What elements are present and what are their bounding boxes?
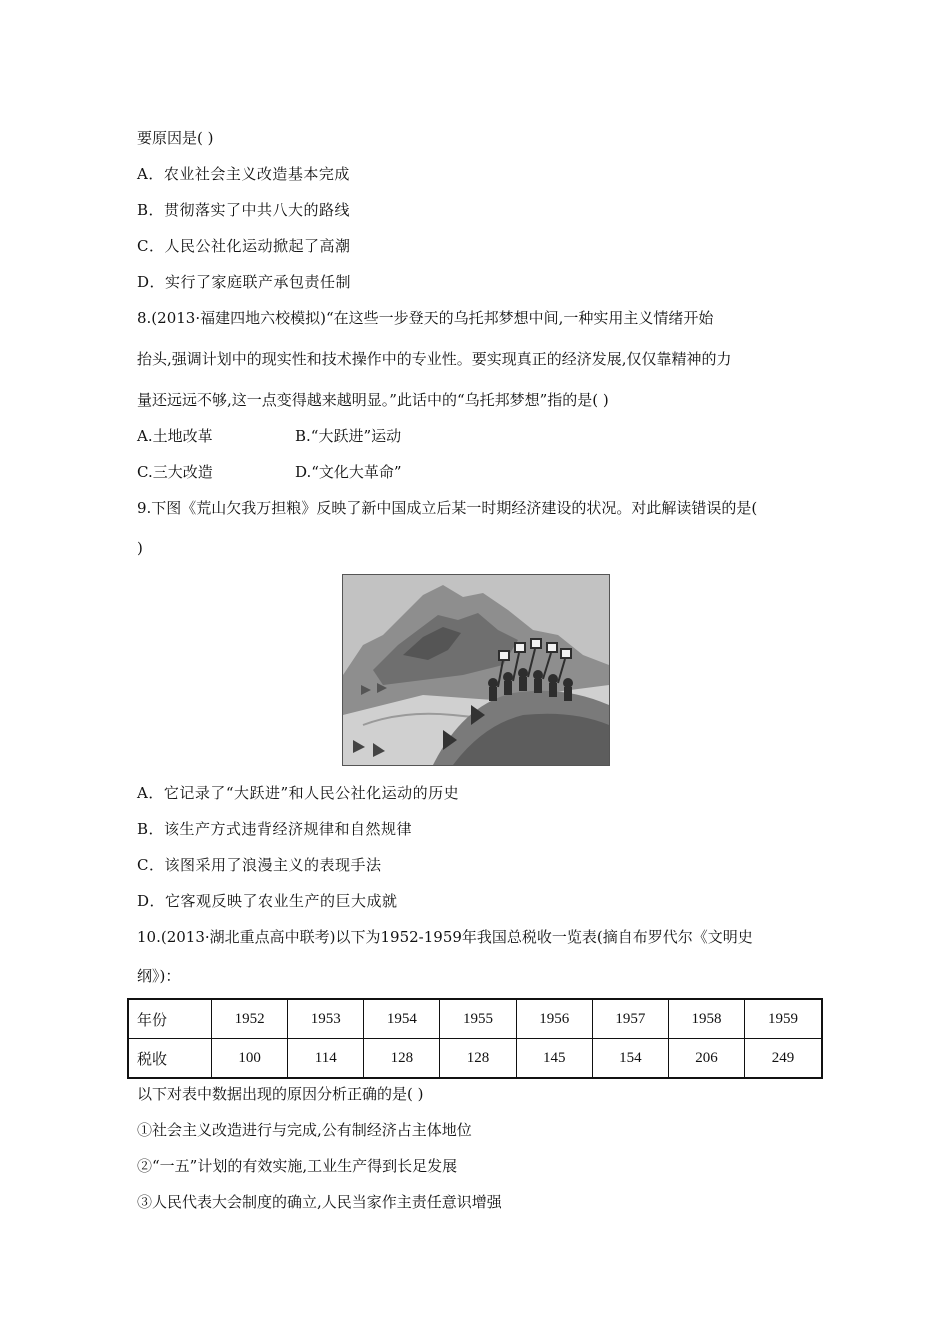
q8-option-c: C.三大改造 [137,463,213,481]
table-cell-year: 1953 [288,999,364,1039]
table-cell-year: 1952 [212,999,288,1039]
table-cell-tax: 145 [516,1039,592,1079]
table-cell-year: 1957 [592,999,668,1039]
table-cell-year: 1956 [516,999,592,1039]
table-cell-tax: 206 [668,1039,744,1079]
q8-option-a: A.土地改革 [137,427,213,445]
table-cell-tax: 114 [288,1039,364,1079]
q9-option-d: D．它客观反映了农业生产的巨大成就 [137,892,398,910]
q10-stem-line-1: 10.(2013·湖北重点高中联考)以下为1952-1959年我国总税收一览表(摘自布罗代尔《文明史 [137,928,753,946]
q9-option-a: A．它记录了“大跃进”和人民公社化运动的历史 [137,784,460,802]
q8-option-b: B.“大跃进”运动 [295,427,402,445]
table-cell-year: 1955 [440,999,516,1039]
cartoon-illustration [343,575,609,765]
q7-stem: 要原因是( ) [137,129,214,147]
table-cell-year: 1958 [668,999,744,1039]
table-head-year: 年份 [128,999,212,1039]
table-cell-tax: 154 [592,1039,668,1079]
table-row-years [128,999,822,1039]
q9-stem-line-2: ) [137,539,143,557]
table-cell-tax: 100 [212,1039,288,1079]
q8-stem-line-3: 量还远远不够,这一点变得越来越明显。”此话中的“乌托邦梦想”指的是( ) [137,391,609,409]
q8-option-d: D.“文化大革命” [295,463,402,481]
q8-stem-line-1: 8.(2013·福建四地六校模拟)“在这些一步登天的乌托邦梦想中间,一种实用主义情绪开始 [137,309,714,327]
table-cell-year: 1954 [364,999,440,1039]
q10-statement-3: ③人民代表大会制度的确立,人民当家作主责任意识增强 [137,1193,502,1211]
q7-option-d: D．实行了家庭联产承包责任制 [137,273,352,291]
table-cell-tax: 128 [440,1039,516,1079]
q7-option-b: B．贯彻落实了中共八大的路线 [137,201,351,219]
table-cell-tax: 249 [745,1039,822,1079]
q10-stem-line-2: 纲》)： [137,967,181,985]
table-row-taxes [128,1039,822,1079]
q8-stem-line-2: 抬头,强调计划中的现实性和技术操作中的专业性。要实现真正的经济发展,仅仅靠精神的力 [137,350,732,368]
tax-revenue-table [127,998,823,1079]
table-cell-tax: 128 [364,1039,440,1079]
table-head-tax: 税收 [128,1039,212,1079]
q10-statement-1: ①社会主义改造进行与完成,公有制经济占主体地位 [137,1121,472,1139]
q9-option-c: C．该图采用了浪漫主义的表现手法 [137,856,382,874]
q9-stem-line-1: 9.下图《荒山欠我万担粮》反映了新中国成立后某一时期经济建设的状况。对此解读错误的是( [137,499,758,517]
q10-statement-2: ②“一五”计划的有效实施,工业生产得到长足发展 [137,1157,458,1175]
mountain-harvest-cartoon [342,574,610,766]
table-cell-year: 1959 [745,999,822,1039]
q10-question: 以下对表中数据出现的原因分析正确的是( ) [137,1085,424,1103]
q9-option-b: B．该生产方式违背经济规律和自然规律 [137,820,413,838]
q7-option-c: C．人民公社化运动掀起了高潮 [137,237,351,255]
q7-option-a: A．农业社会主义改造基本完成 [137,165,350,183]
